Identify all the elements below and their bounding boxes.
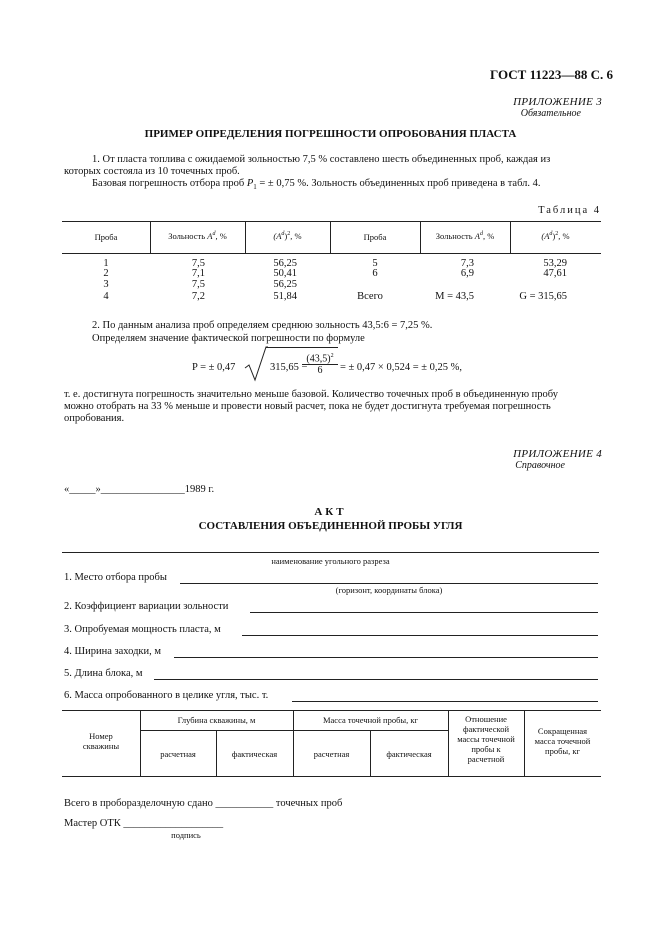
table4-h-proba: Проба	[94, 232, 118, 242]
table2-h-number: Номер скважины	[82, 731, 120, 751]
akt-title: АКТ	[314, 506, 347, 518]
caption-horizon: (горизонт, координаты блока)	[335, 585, 443, 595]
para1-line2: которых состояла из 10 точечных проб.	[64, 166, 240, 177]
para3-line2: можно отобрать на 33 % меньше и провести новый расчет, пока не будет достигнута требуемая погрешность	[64, 401, 551, 412]
table-cell: Всего	[357, 291, 383, 302]
page-header: ГОСТ 11223—88 С. 6	[490, 67, 613, 82]
table-cell: 56,25	[273, 279, 297, 290]
table-cell: 53,29	[543, 258, 567, 269]
appendix3-status: Обязательное	[520, 108, 581, 119]
table4-h-zol-2: Зольность $A^d$, %	[435, 231, 495, 241]
para2-line1: 2. По данным анализа проб определяем среднюю зольность 43,5:6 = 7,25 %.	[92, 320, 433, 331]
table2-bottom-rule	[62, 776, 601, 777]
table-cell: 7,3	[460, 258, 474, 269]
table-cell: 1	[103, 258, 109, 269]
total-line: Всего в проборазделочную сдано ___________ точечных проб	[64, 798, 343, 809]
table-cell: 2	[103, 268, 109, 279]
table2-h-depth: Глубина скважины, м	[177, 715, 256, 725]
table4-h-sq-2: $(A^d)^2$, %	[541, 231, 570, 241]
table4-top-rule	[62, 221, 601, 222]
field-label: 6. Масса опробованного в целике угля, тыс. т.	[64, 690, 269, 701]
field-label: 2. Коэффициент вариации зольности	[64, 601, 229, 612]
sqrt-overline	[266, 347, 338, 348]
date-line: «_____»________________1989 г.	[64, 484, 215, 495]
field-line[interactable]	[180, 583, 598, 584]
table-cell: 7,1	[191, 268, 205, 279]
field-line[interactable]	[292, 701, 598, 702]
field-line[interactable]	[242, 635, 598, 636]
table4-h-proba-2: Проба	[363, 232, 387, 242]
section-title-1: ПРИМЕР ОПРЕДЕЛЕНИЯ ПОГРЕШНОСТИ ОПРОБОВАНИЯ ПЛАСТА	[144, 128, 517, 140]
appendix4-label: ПРИЛОЖЕНИЕ 4	[513, 448, 602, 460]
para1-line3: Базовая погрешность отбора проб $P_1$ = ± 0,75 %. Зольность объединенных проб приведена в табл. 4.	[92, 178, 541, 192]
table2-top-rule	[62, 710, 601, 711]
field-label: 3. Опробуемая мощность пласта, м	[64, 624, 221, 635]
field-label: 1. Место отбора пробы	[64, 572, 167, 583]
table2-h-reduced: Сокращенная масса точечной пробы, кг	[534, 726, 591, 756]
table-cell: 3	[103, 279, 109, 290]
table-total-sq: G = 315,65	[519, 291, 567, 302]
table-cell: 47,61	[543, 268, 567, 279]
field-line[interactable]	[250, 612, 598, 613]
formula-fraction: $\frac{(43,5)^2}{6}$	[302, 353, 338, 376]
table4-h-sq: $(A^d)^2$, %	[273, 231, 302, 241]
formula-inside: 315,65 −	[270, 362, 308, 373]
table-cell: 6,9	[460, 268, 474, 279]
table-cell: 56,25	[273, 258, 297, 269]
table4-title: Таблица 4	[538, 205, 601, 216]
table2-h-fact1: фактическая	[231, 749, 278, 759]
para3-line1: т. е. достигнута погрешность значительно меньше базовой. Количество точечных проб в объединенную пробу	[64, 389, 558, 400]
table2-h-mass: Масса точечной пробы, кг	[322, 715, 419, 725]
master-line: Мастер ОТК ___________________	[64, 818, 224, 829]
table-cell: 51,84	[273, 291, 297, 302]
para3-line3: опробования.	[64, 413, 125, 424]
table-cell: 7,5	[191, 279, 205, 290]
table-total-sum: M = 43,5	[435, 291, 474, 302]
field-line[interactable]	[154, 679, 598, 680]
table-cell: 7,2	[191, 291, 205, 302]
table2-h-fact2: фактическая	[386, 749, 432, 759]
appendix4-status: Справочное	[515, 460, 565, 471]
para2-line2: Определяем значение фактической погрешности по формуле	[92, 333, 365, 344]
section-name-line	[62, 552, 599, 553]
table2-subheader-rule	[140, 730, 448, 731]
field-label: 5. Длина блока, м	[64, 668, 143, 679]
signature-caption: подпись	[171, 830, 201, 840]
section-title-2: СОСТАВЛЕНИЯ ОБЪЕДИНЕННОЙ ПРОБЫ УГЛЯ	[198, 520, 463, 532]
table-cell: 5	[372, 258, 378, 269]
table4-header-rule	[62, 253, 601, 254]
sqrt-sign-icon	[244, 346, 268, 382]
table2-h-calc2: расчетная	[313, 749, 350, 759]
table4-h-zol: Зольность $A^d$, %	[168, 231, 227, 241]
field-label: 4. Ширина заходки, м	[64, 646, 162, 657]
table2-h-ratio: Отношение фактической массы точечной пробы к расчетной	[457, 714, 515, 764]
table-cell: 50,41	[273, 268, 297, 279]
field-line[interactable]	[174, 657, 598, 658]
para1-line1: 1. От пласта топлива с ожидаемой зольностью 7,5 % составлено шесть объединенных проб, каждая из	[92, 154, 551, 165]
table-cell: 4	[103, 291, 109, 302]
formula-lhs: P = ± 0,47	[192, 362, 236, 373]
caption-section-name: наименование угольного разреза	[271, 556, 390, 566]
table2-h-calc1: расчетная	[160, 749, 196, 759]
table-cell: 7,5	[191, 258, 205, 269]
formula-rhs: = ± 0,47 × 0,524 = ± 0,25 %,	[340, 362, 463, 373]
table-cell: 6	[372, 268, 378, 279]
appendix3-label: ПРИЛОЖЕНИЕ 3	[513, 96, 602, 108]
